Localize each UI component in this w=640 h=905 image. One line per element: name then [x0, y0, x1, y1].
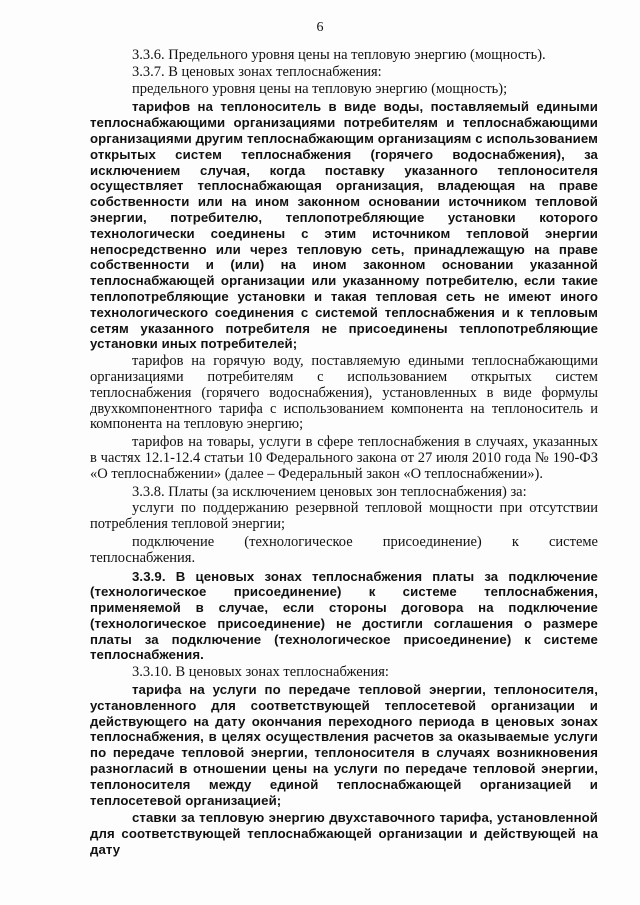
paragraph-11: 3.3.10. В ценовых зонах теплоснабжения: [132, 664, 389, 681]
paragraph-10: 3.3.9. В ценовых зонах теплоснабжения платы за подключение (технологическое присоединение) к системе теплоснабжения, применяемой в случае, если стороны договора на подключение (технологическое присоединение) не достигли соглашения о размере платы за подключение (технологическое присоединение) к системе теплоснабжения. [90, 568, 598, 663]
paragraph-8: услуги по поддержанию резервной тепловой мощности при отсутствии потребления тепловой энергии; [90, 500, 598, 533]
paragraph-4: тарифов на теплоноситель в виде воды, поставляемый едиными теплоснабжающими организациями потребителям и теплоснабжающими организациями другим теплоснабжающим организациям с использованием открытых систем теплоснабжения (горячего водоснабжения), за исключением случая, когда поставку указанного теплоносителя осуществляет теплоснабжающая организация, владеющая на праве собственности или на ином законном основании источником тепловой энергии, потребителю, теплопотребляющие установки которого технологически соединены с этим источником тепловой энергии непосредственно или через тепловую сеть, принадлежащую на праве собственности и (или) на ином законном основании указанной теплоснабжающей организации или указанному потребителю, если такие теплопотребляющие установки и такая тепловая сеть не имеют иного технологического соединения с системой теплоснабжения и к тепловым сетям указанного потребителя не присоединены теплопотребляющие установки иных потребителей; [90, 99, 598, 352]
paragraph-3: предельного уровня цены на тепловую энергию (мощность); [132, 80, 508, 97]
paragraph-9: подключение (технологическое присоединение) к системе теплоснабжения. [90, 533, 598, 566]
paragraph-2: 3.3.7. В ценовых зонах теплоснабжения: [132, 63, 382, 80]
document-body [90, 48, 598, 860]
paragraph-12: тарифа на услуги по передаче тепловой энергии, теплоносителя, установленного для соответствующей теплосетевой организации и действующего на дату окончания переходного периода в ценовых зонах теплоснабжения, в целях осуществления расчетов за оказываемые услуги по передаче тепловой энергии, теплоносителя в случаях возникновения разногласий в отношении цены на услуги по передаче тепловой энергии, теплоносителя между единой теплоснабжающей организацией и теплосетевой организацией; [90, 682, 598, 808]
paragraph-1: 3.3.6. Предельного уровня цены на тепловую энергию (мощность). [132, 47, 546, 63]
paragraph-6: тарифов на товары, услуги в сфере теплоснабжения в случаях, указанных в частях 12.1-12.4 статьи 10 Федерального закона от 27 июля 2010 года № 190-ФЗ «О теплоснабжении» (далее – Федеральный закон «О теплоснабжении»). [90, 434, 598, 482]
page-number: 6 [316, 20, 324, 35]
paragraph-5: тарифов на горячую воду, поставляемую едиными теплоснабжающими организациями потребителям с использованием открытых систем теплоснабжения (горячего водоснабжения), установленных в виде формулы двухкомпонентного тарифа с использованием компонента на теплоноситель и компонента на тепловую энергию; [90, 353, 598, 433]
paragraph-7: 3.3.8. Платы (за исключением ценовых зон теплоснабжения) за: [132, 483, 527, 500]
paragraph-13: ставки за тепловую энергию двухставочного тарифа, установленной для соответствующей теплоснабжающей организации и действующей на дату [90, 810, 598, 858]
